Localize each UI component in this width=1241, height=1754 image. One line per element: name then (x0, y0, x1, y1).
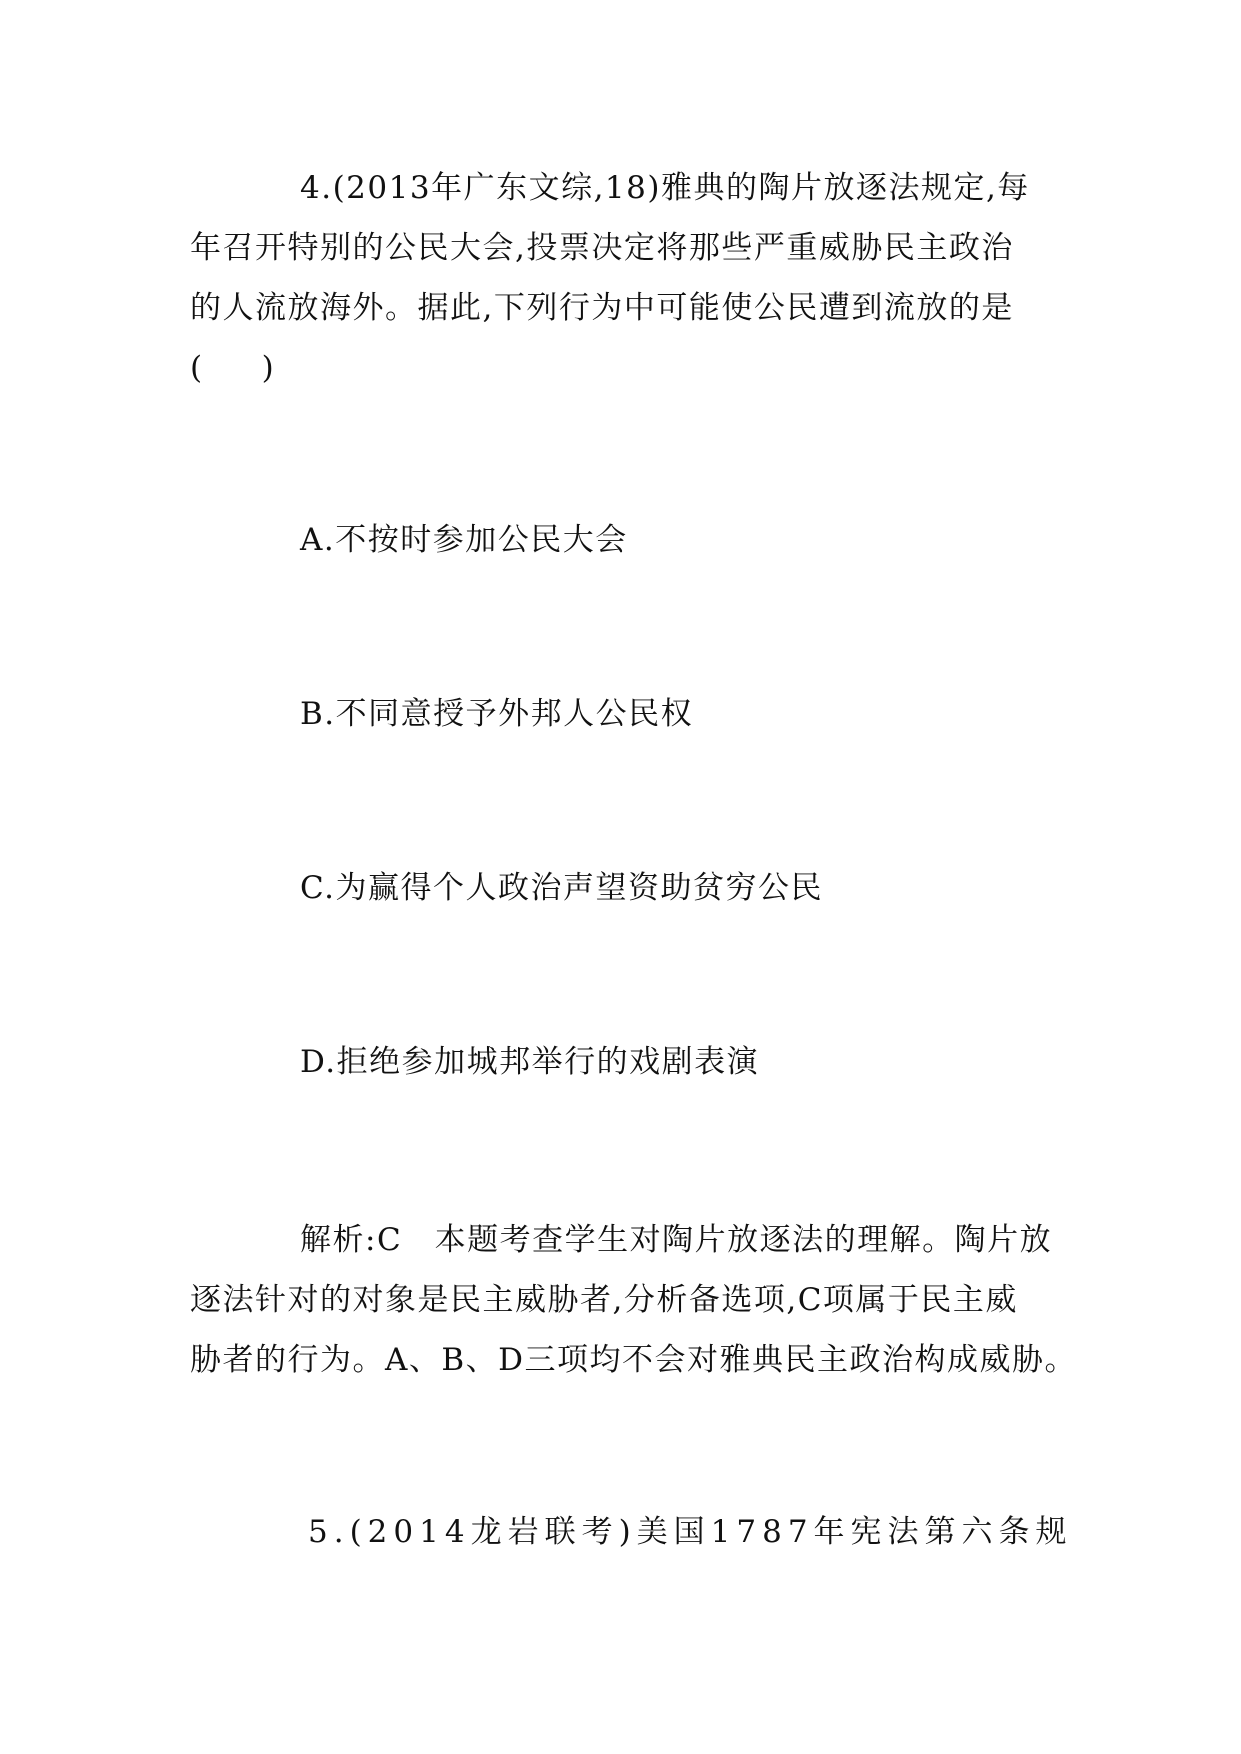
option-a: A.不按时参加公民大会 (300, 522, 628, 558)
paren-open: ( (190, 350, 204, 386)
question-5-line-1: 5.(2014龙岩联考)美国1787年宪法第六条规 (308, 1514, 1073, 1550)
option-b: B.不同意授予外邦人公民权 (300, 696, 694, 732)
question-4-line-1: 4.(2013年广东文综,18)雅典的陶片放逐法规定,每 (300, 170, 1030, 206)
question-4-line-3: 的人流放海外。据此,下列行为中可能使公民遭到流放的是 (190, 290, 1014, 326)
answer-parentheses (190, 348, 1060, 388)
paren-close: ) (261, 350, 276, 386)
analysis-line-2: 逐法针对的对象是民主威胁者,分析备选项,C项属于民主威 (190, 1282, 1018, 1318)
analysis-line-3: 胁者的行为。A、B、D三项均不会对雅典民主政治构成威胁。 (190, 1342, 1078, 1378)
question-4-line-2: 年召开特别的公民大会,投票决定将那些严重威胁民主政治 (190, 230, 1014, 266)
analysis-line-1: 解析:C 本题考查学生对陶片放逐法的理解。陶片放 (300, 1222, 1053, 1258)
option-c: C.为赢得个人政治声望资助贫穷公民 (300, 870, 823, 906)
option-d: D.拒绝参加城邦举行的戏剧表演 (300, 1044, 760, 1080)
